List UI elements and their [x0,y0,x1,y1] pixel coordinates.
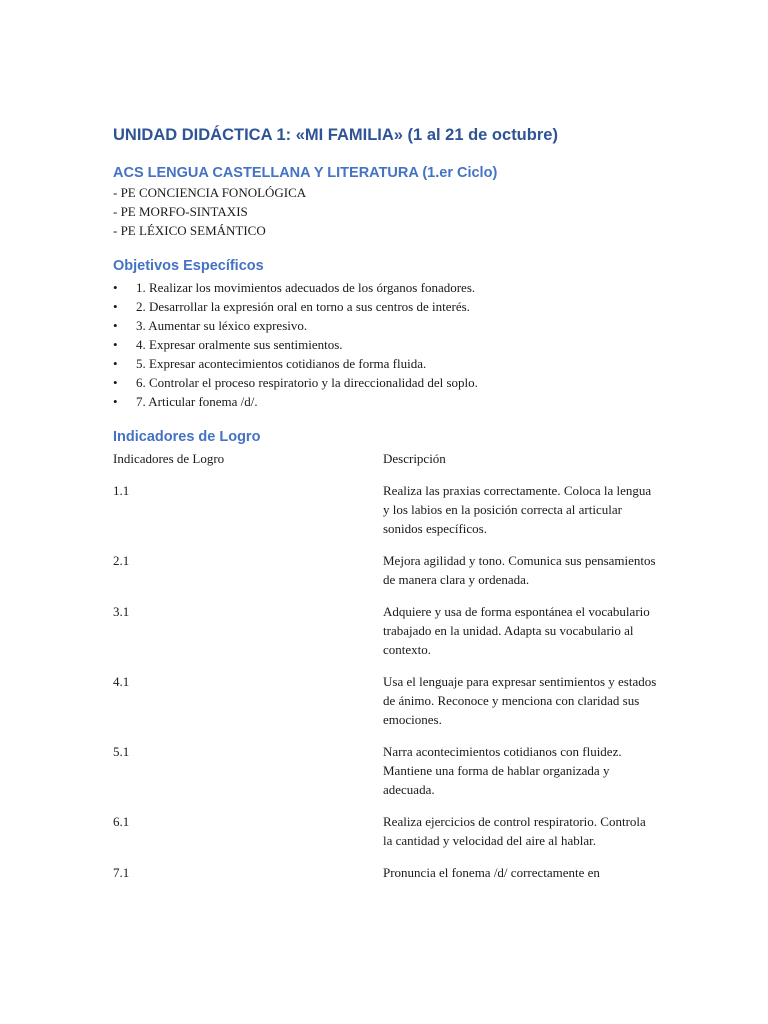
objective-text: 2. Desarrollar la expresión oral en torno a sus centros de interés. [136,299,470,314]
table-row [113,481,658,551]
indicator-code: 5.1 [113,744,130,759]
indicator-description: Narra acontecimientos cotidianos con fluidez. Mantiene una forma de hablar organizada y adecuada. [383,744,622,797]
bullet-icon: • [113,318,118,333]
indicators-heading: Indicadores de Logro [113,429,261,445]
objective-text: 6. Controlar el proceso respiratorio y la direccionalidad del soplo. [136,375,478,390]
bullet-icon: • [113,337,118,352]
objective-text: 7. Articular fonema /d/. [136,394,258,409]
objective-item [113,297,658,316]
indicator-code: 4.1 [113,674,130,689]
objective-item [113,278,658,297]
indicator-description: Mejora agilidad y tono. Comunica sus pensamientos de manera clara y ordenada. [383,553,656,587]
bullet-icon: • [113,299,118,314]
document-page [113,124,658,895]
bullet-icon: • [113,356,118,371]
indicator-description: Adquiere y usa de forma espontánea el vocabulario trabajado en la unidad. Adapta su vocabulario al contexto. [383,604,650,657]
objective-text: 5. Expresar acontecimientos cotidianos de forma fluida. [136,356,427,371]
indicator-code: 7.1 [113,865,130,880]
bullet-icon: • [113,280,118,295]
objective-item [113,354,658,373]
indicator-description: Usa el lenguaje para expresar sentimientos y estados de ánimo. Reconoce y menciona con claridad sus emociones. [383,674,657,727]
table-row [113,672,658,742]
indicator-code: 6.1 [113,814,130,829]
indicator-description: Realiza ejercicios de control respiratorio. Controla la cantidad y velocidad del aire al hablar. [383,814,646,848]
bullet-icon: • [113,375,118,390]
column-header-indicator: Indicadores de Logro [113,451,225,466]
pe-item: - PE LÉXICO SEMÁNTICO [113,223,266,238]
objective-item [113,335,658,354]
indicator-code: 1.1 [113,483,130,498]
objective-item [113,316,658,335]
subject-heading: ACS LENGUA CASTELLANA Y LITERATURA (1.er Ciclo) [113,165,498,181]
objective-item [113,392,658,411]
table-header-row [113,449,658,481]
unit-title: UNIDAD DIDÁCTICA 1: «MI FAMILIA» (1 al 21 de octubre) [113,126,558,144]
table-row [113,551,658,602]
objective-text: 1. Realizar los movimientos adecuados de los órganos fonadores. [136,280,476,295]
indicators-table [113,449,658,895]
pe-item: - PE MORFO-SINTAXIS [113,204,248,219]
objective-item [113,373,658,392]
objective-text: 3. Aumentar su léxico expresivo. [136,318,308,333]
objectives-list [113,278,658,411]
column-header-description: Descripción [383,451,446,466]
table-row [113,602,658,672]
pe-item: - PE CONCIENCIA FONOLÓGICA [113,185,307,200]
indicator-code: 3.1 [113,604,130,619]
objectives-heading: Objetivos Específicos [113,258,264,274]
objective-text: 4. Expresar oralmente sus sentimientos. [136,337,343,352]
pe-list [113,183,658,240]
indicator-description: Realiza las praxias correctamente. Coloca la lengua y los labios en la posición correcta al articular sonidos específicos. [383,483,652,536]
table-row [113,742,658,812]
table-row [113,812,658,863]
table-row [113,863,658,895]
indicator-code: 2.1 [113,553,130,568]
bullet-icon: • [113,394,118,409]
indicator-description: Pronuncia el fonema /d/ correctamente en [383,865,600,880]
